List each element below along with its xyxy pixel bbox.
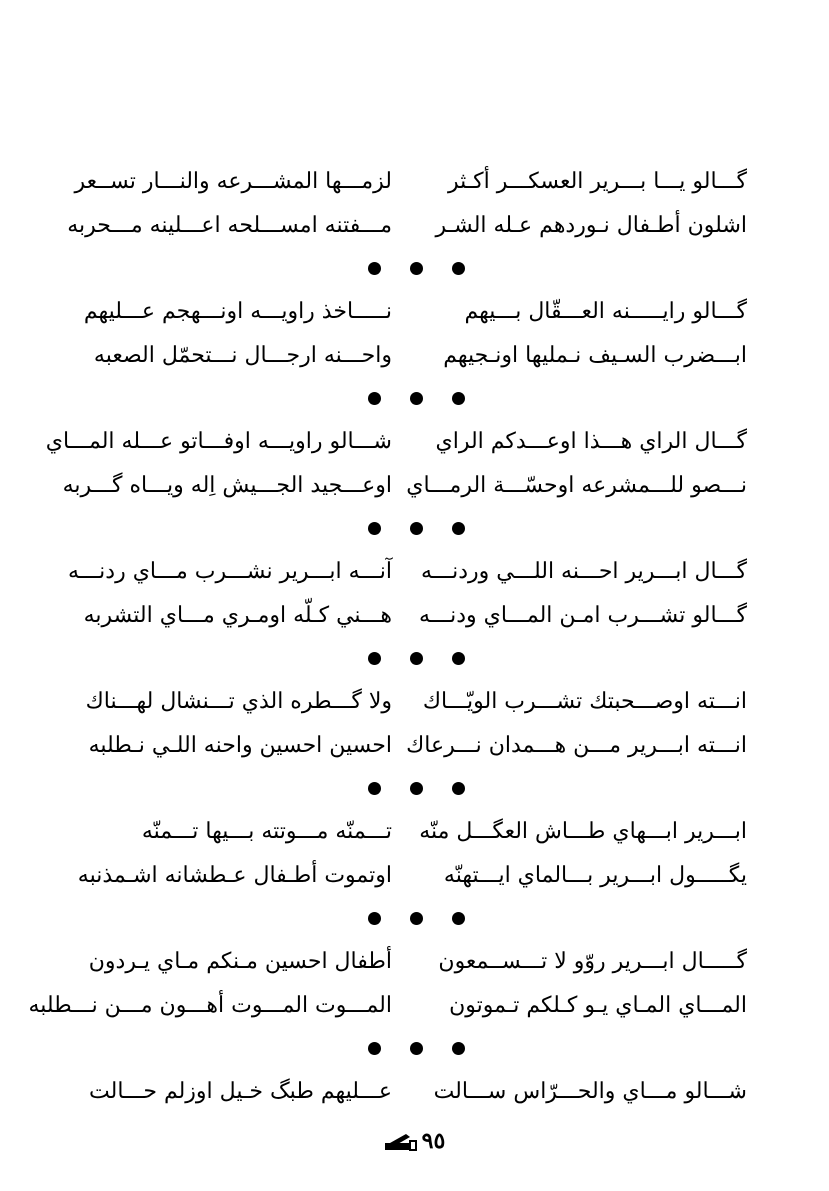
separator-dot-icon — [452, 912, 465, 925]
verse-line — [0, 160, 829, 204]
separator-dot-icon — [410, 782, 423, 795]
verse-second-hemistich: واحـــنه ارجـــال نـــتحمّل الصعبه — [93, 343, 392, 368]
stanza-separator — [0, 1028, 829, 1070]
stanza-separator — [0, 768, 829, 810]
stanza-separator — [0, 248, 829, 290]
separator-dot-icon — [368, 262, 381, 275]
verse-first-hemistich: گـــالو تشـــرب امـن المـــاي ودنـــه — [418, 603, 747, 628]
separator-dot-icon — [410, 1042, 423, 1055]
verse-first-hemistich: المـــاي المـاي يـو كـلكم تـموتون — [449, 993, 747, 1018]
verse-line — [0, 984, 829, 1028]
stanza-separator — [0, 638, 829, 680]
verse-first-hemistich: انـــته اوصـــحبتك تشـــرب الويّـــاك — [422, 689, 747, 714]
verse-line — [0, 940, 829, 984]
page-number-text: ٩٥ — [421, 1128, 446, 1154]
verse-second-hemistich: اوتموت أطـفال عـطشانه اشـمذنبه — [77, 863, 392, 888]
verse-first-hemistich: گـــالو رايـــــنه العـــقّال بـــيهم — [464, 299, 747, 324]
page-number — [0, 1128, 829, 1154]
verse-line — [0, 854, 829, 898]
separator-dot-icon — [452, 392, 465, 405]
verse-second-hemistich: عـــليهم طبگ خـيل اوزلم حـــالت — [89, 1079, 392, 1104]
separator-dot-icon — [452, 262, 465, 275]
separator-dot-icon — [368, 782, 381, 795]
verse-second-hemistich: شـــالو راويـــه اوفـــاتو عـــله المـــاي — [45, 429, 392, 454]
verse-second-hemistich: مـــفتنه امســـلحه اعـــلينه مـــحربه — [67, 213, 392, 238]
verse-line — [0, 334, 829, 378]
verse-first-hemistich: گـــــال ابـــرير روّو لا تـــســمعون — [438, 949, 747, 974]
separator-dot-icon — [410, 392, 423, 405]
separator-dot-icon — [410, 522, 423, 535]
verse-first-hemistich: گـــالو يـــا بـــرير العسكـــر أكـثر — [447, 169, 747, 194]
verse-line — [0, 550, 829, 594]
verse-line — [0, 724, 829, 768]
pen-icon — [384, 1132, 418, 1152]
verse-first-hemistich: گـــال ابـــرير احـــنه اللـــي وردنـــه — [421, 559, 747, 584]
separator-dot-icon — [368, 1042, 381, 1055]
verse-second-hemistich: هـــني كـلّه اومـري مـــاي التشربه — [83, 603, 392, 628]
stanza-separator — [0, 898, 829, 940]
separator-dot-icon — [452, 522, 465, 535]
verse-first-hemistich: يگـــــول ابـــرير بـــالماي ايـــتهنّه — [443, 863, 747, 888]
separator-dot-icon — [452, 782, 465, 795]
verse-second-hemistich: احسين احسين واحنه اللـي نـطلبه — [88, 733, 392, 758]
separator-dot-icon — [410, 912, 423, 925]
verse-first-hemistich: اشلون أطـفال نـوردهم عـله الشـر — [435, 213, 747, 238]
verse-second-hemistich: ولا گـــطره الذي تـــنشال لهـــناك — [85, 689, 392, 714]
separator-dot-icon — [368, 652, 381, 665]
verse-line — [0, 290, 829, 334]
verse-second-hemistich: تـــمنّه مـــوتته بـــيها تـــمنّه — [141, 819, 392, 844]
stanza-separator — [0, 378, 829, 420]
separator-dot-icon — [410, 652, 423, 665]
verse-first-hemistich: ابـــضرب السـيف نـمليها اونـجيهم — [443, 343, 747, 368]
verse-line — [0, 680, 829, 724]
verse-line — [0, 420, 829, 464]
verse-second-hemistich: لزمـــها المشـــرعه والنـــار تســعر — [74, 169, 392, 194]
verse-first-hemistich: شـــالو مـــاي والحـــرّاس ســـالت — [433, 1079, 747, 1104]
separator-dot-icon — [368, 522, 381, 535]
verse-first-hemistich: گـــال الراي هـــذا اوعـــدكم الراي — [435, 429, 747, 454]
verse-second-hemistich: آنـــه ابـــرير نشـــرب مـــاي ردنـــه — [68, 559, 392, 584]
separator-dot-icon — [368, 912, 381, 925]
verse-line — [0, 810, 829, 854]
verse-line — [0, 204, 829, 248]
separator-dot-icon — [368, 392, 381, 405]
verse-line — [0, 464, 829, 508]
verse-second-hemistich: نـــــاخذ راويـــه اونـــهجم عـــليهم — [83, 299, 392, 324]
stanza-separator — [0, 508, 829, 550]
verse-first-hemistich: نـــصو للـــمشرعه اوحسّـــة الرمـــاي — [406, 473, 747, 498]
verse-line — [0, 1070, 829, 1114]
separator-dot-icon — [452, 652, 465, 665]
separator-dot-icon — [452, 1042, 465, 1055]
verse-second-hemistich: المـــوت المـــوت أهـــون مـــن نـــطلبه — [28, 993, 392, 1018]
poem-body — [0, 160, 829, 1114]
verse-second-hemistich: أطفال احسين مـنكم مـاي يـردون — [88, 949, 392, 974]
separator-dot-icon — [410, 262, 423, 275]
verse-line — [0, 594, 829, 638]
verse-first-hemistich: انـــته ابـــرير مـــن هـــمدان نـــرعاك — [406, 733, 747, 758]
verse-second-hemistich: اوعـــجيد الجـــيش اِله ويـــاه گـــربه — [62, 473, 392, 498]
verse-first-hemistich: ابـــرير ابـــهاي طـــاش العگـــل منّه — [419, 819, 747, 844]
